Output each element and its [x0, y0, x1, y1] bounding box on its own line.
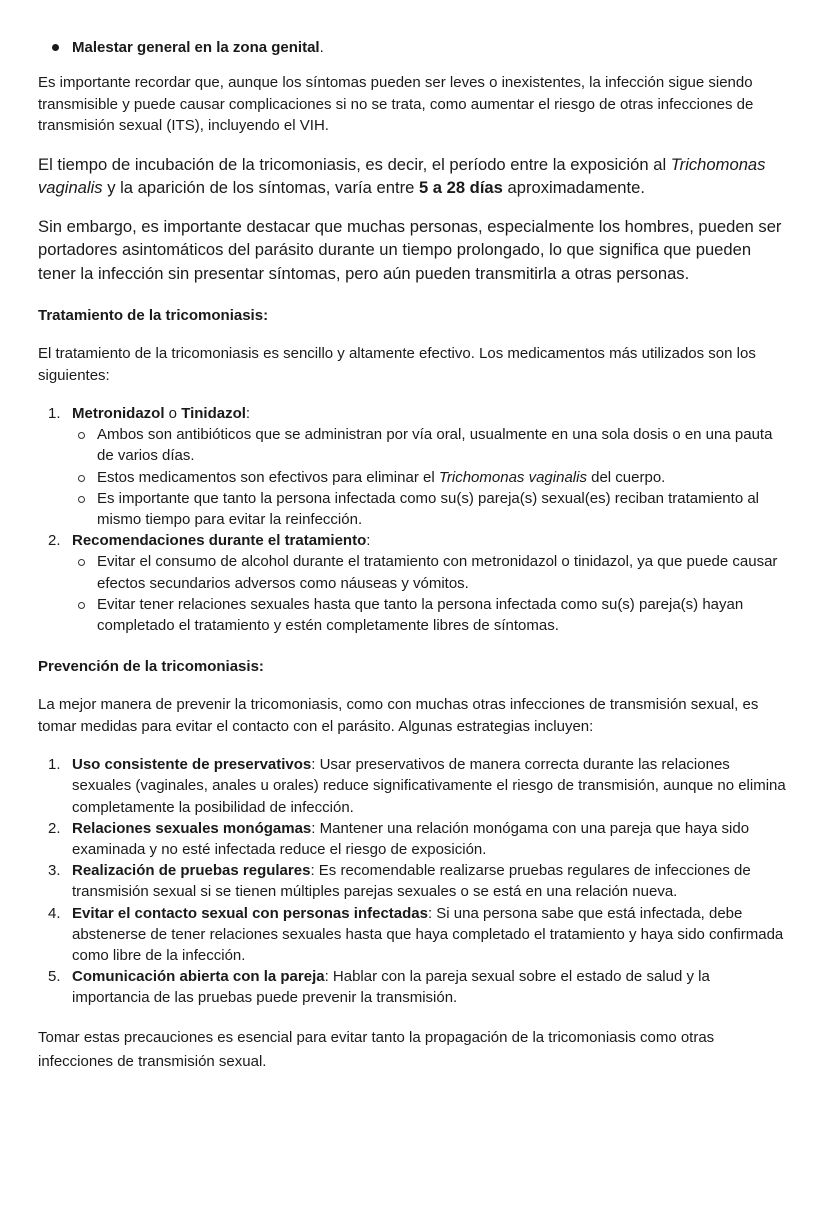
asymptomatic-paragraph: Sin embargo, es importante destacar que muchas personas, especialmente los hombres, pueden ser portadores asintomáticos del parásito durante un tiempo prolongado, lo que significa que pueden tener la infección sin presentar síntomas, pero aún pueden transmitirla a otras personas.	[38, 216, 782, 283]
treatment-list	[38, 403, 788, 636]
list-number: 1.	[48, 405, 61, 422]
prevention-label: Relaciones sexuales monógamas	[72, 819, 312, 837]
symptom-item	[72, 37, 788, 58]
connector: o	[164, 405, 182, 422]
prevention-text: : Mantener una relación monógama con una pareja que haya sido examinada y no esté infectada reduce el riesgo de exposición.	[72, 819, 750, 859]
drug-name-2: Tinidazol	[181, 405, 246, 422]
prevention-text: : Usar preservativos de manera correcta durante las relaciones sexuales (vaginales, anales u orales) reduce significativamente el riesgo de transmisión, aunque no elimina completamente la posibilidad de infección.	[72, 756, 786, 816]
incubation-paragraph	[38, 153, 788, 200]
list-number: 5.	[48, 968, 61, 986]
important-paragraph: Es importante recordar que, aunque los síntomas pueden ser leves o inexistentes, la infección sigue siendo transmisible y puede causar complicaciones si no se trata, como aumentar el riesgo de otras infecciones de transmisión sexual (ITS), incluyendo el VIH.	[38, 74, 754, 134]
sub-item: Es importante que tanto la persona infectada como su(s) pareja(s) sexual(es) reciban tratamiento al mismo tiempo para evitar la reinfección.	[97, 488, 788, 530]
prevention-text: : Hablar con la pareja sexual sobre el estado de salud y la importancia de las pruebas puede prevenir la transmisión.	[72, 968, 710, 1007]
list-number: 1.	[48, 756, 61, 774]
sub-item: Ambos son antibióticos que se administran por vía oral, usualmente en una sola dosis o en una pauta de varios días.	[97, 424, 788, 466]
prevention-heading: Prevención de la tricomoniasis:	[38, 658, 264, 676]
symptom-list	[38, 37, 788, 58]
symptom-bold: Malestar general en la zona genital	[72, 39, 320, 56]
conclusion-paragraph: Tomar estas precauciones es esencial para evitar tanto la propagación de la tricomoniasis como otras infecciones de transmisión sexual.	[38, 1028, 715, 1070]
drug-name-1: Metronidazol	[72, 405, 165, 422]
incubation-period: 5 a 28 días	[418, 178, 503, 197]
prevention-item-2	[48, 818, 788, 860]
incubation-text-3: aproximadamente.	[502, 178, 645, 197]
treatment-item-2	[48, 530, 788, 636]
prevention-label: Evitar el contacto sexual con personas infectadas	[72, 904, 428, 922]
prevention-item-1	[48, 754, 788, 818]
sub-item-text: Estos medicamentos son efectivos para eliminar el	[97, 468, 439, 486]
treatment-item-1	[48, 403, 788, 530]
prevention-item-4	[48, 903, 788, 967]
incubation-text-1: El tiempo de incubación de la tricomoniasis, es decir, el período entre la exposición al	[38, 154, 671, 174]
species-name: Trichomonas vaginalis	[438, 468, 587, 486]
recommendations-label: Recomendaciones durante el tratamiento	[72, 532, 367, 550]
prevention-list	[38, 754, 788, 1008]
sub-item: Evitar tener relaciones sexuales hasta que tanto la persona infectada como su(s) pareja(s) hayan completado el tratamiento y estén completamente libres de síntomas.	[97, 594, 788, 636]
list-number: 3.	[48, 862, 61, 880]
incubation-text-2: y la aparición de los síntomas, varía entre	[102, 178, 419, 197]
species-name: Trichomonas vaginalis	[38, 154, 766, 197]
prevention-label: Realización de pruebas regulares	[72, 862, 311, 880]
prevention-label: Comunicación abierta con la pareja	[72, 968, 325, 986]
treatment-item-1-sublist	[72, 424, 788, 530]
sub-item: Evitar el consumo de alcohol durante el tratamiento con metronidazol o tinidazol, ya que puede causar efectos secundarios adversos como náuseas y vómitos.	[97, 551, 788, 593]
list-number: 2.	[48, 819, 61, 837]
prevention-text: : Si una persona sabe que está infectada, debe abstenerse de tener relaciones sexuales hasta que haya completado el tratamiento y haya sido confirmada como libre de la infección.	[72, 904, 784, 965]
prevention-label: Uso consistente de preservativos	[72, 756, 312, 774]
symptom-rest: .	[319, 39, 324, 56]
document-page	[0, 37, 828, 1074]
prevention-intro: La mejor manera de prevenir la tricomoniasis, como con muchas otras infecciones de transmisión sexual, es tomar medidas para evitar el contacto con el parásito. Algunas estrategias incluyen:	[38, 696, 759, 735]
prevention-item-5	[48, 966, 788, 1008]
list-number: 2.	[48, 532, 61, 550]
treatment-intro: El tratamiento de la tricomoniasis es sencillo y altamente efectivo. Los medicamentos más utilizados son los siguientes:	[38, 345, 756, 384]
treatment-heading: Tratamiento de la tricomoniasis:	[38, 307, 269, 324]
prevention-item-3	[48, 860, 788, 902]
sub-item-text: del cuerpo.	[586, 468, 666, 486]
list-number: 4.	[48, 904, 61, 922]
colon: :	[366, 532, 371, 550]
sub-item	[97, 467, 788, 488]
treatment-item-2-sublist	[72, 551, 788, 636]
colon: :	[245, 405, 251, 422]
prevention-text: : Es recomendable realizarse pruebas regulares de infecciones de transmisión sexual si se tienen múltiples parejas sexuales o se está en una relación nueva.	[72, 862, 751, 901]
